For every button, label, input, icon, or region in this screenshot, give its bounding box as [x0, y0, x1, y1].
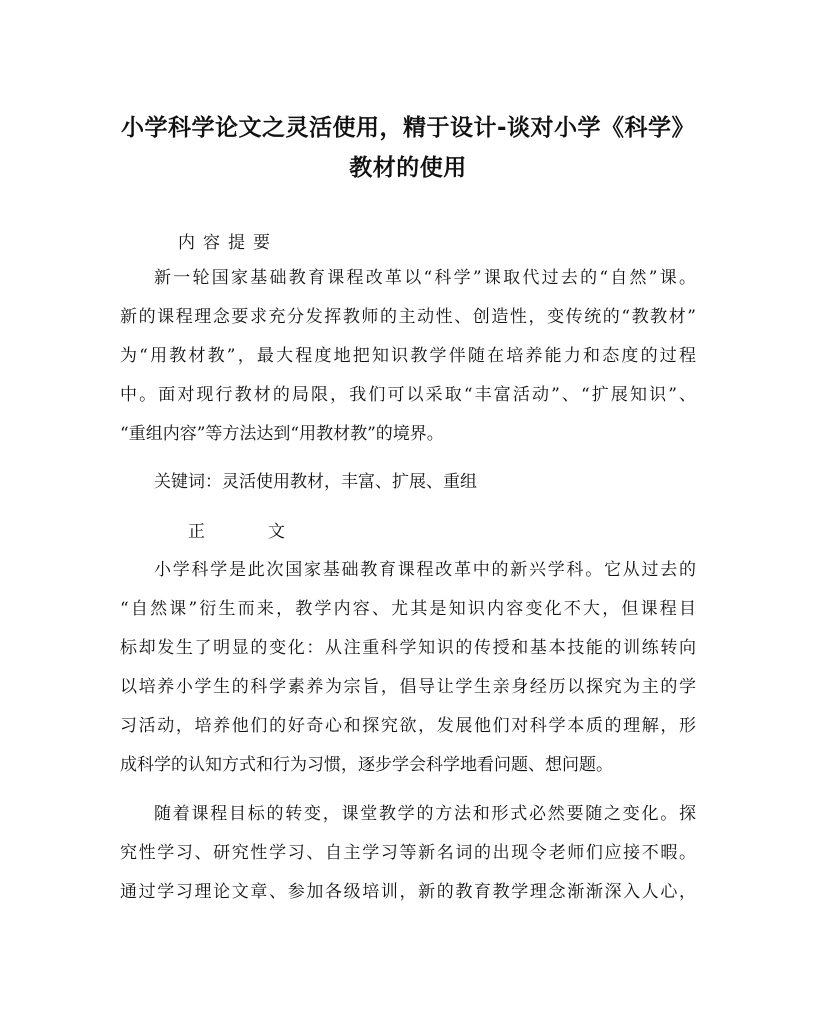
abstract-line: 为“用教材教”，最大程度地把知识教学伴随在培养能力和态度的过程	[120, 346, 696, 366]
abstract-heading: 内容提要	[178, 233, 278, 253]
paragraph-1-line: 习活动，培养他们的好奇心和探究欲，发展他们对科学本质的理解，形	[120, 716, 696, 736]
paragraph-1-line: 以培养小学生的科学素养为宗旨，倡导让学生亲身经历以探究为主的学	[120, 677, 696, 697]
paragraph-1-line: “自然课”衍生而来，教学内容、尤其是知识内容变化不大，但课程目	[120, 599, 696, 619]
document-title-line-1: 小学科学论文之灵活使用，精于设计-谈对小学《科学》	[120, 115, 696, 141]
abstract-line: “重组内容”等方法达到“用教材教”的境界。	[120, 424, 444, 444]
body-heading-left: 正	[188, 522, 205, 542]
paragraph-2-line: 随着课程目标的转变，课堂教学的方法和形式必然要随之变化。探	[154, 804, 696, 824]
document-title-line-2: 教材的使用	[349, 155, 467, 181]
body-heading-right: 文	[268, 522, 285, 542]
abstract-line: 新一轮国家基础教育课程改革以“科学”课取代过去的“自然”课。	[154, 268, 696, 288]
abstract-line: 新的课程理念要求充分发挥教师的主动性、创造性，变传统的“教教材”	[120, 307, 696, 327]
paragraph-1-line: 成科学的认知方式和行为习惯，逐步学会科学地看问题、想问题。	[120, 755, 613, 775]
paragraph-2-line: 通过学习理论文章、参加各级培训，新的教育教学理念渐渐深入人心，	[120, 882, 696, 902]
keywords: 关键词：灵活使用教材，丰富、扩展、重组	[154, 472, 477, 492]
paragraph-1-line: 小学科学是此次国家基础教育课程改革中的新兴学科。它从过去的	[154, 560, 696, 580]
paragraph-1-line: 标却发生了明显的变化：从注重科学知识的传授和基本技能的训练转向	[120, 638, 696, 658]
paragraph-2-line: 究性学习、研究性学习、自主学习等新名词的出现令老师们应接不暇。	[120, 843, 696, 863]
abstract-line: 中。面对现行教材的局限，我们可以采取“丰富活动”、“扩展知识”、	[120, 385, 696, 405]
